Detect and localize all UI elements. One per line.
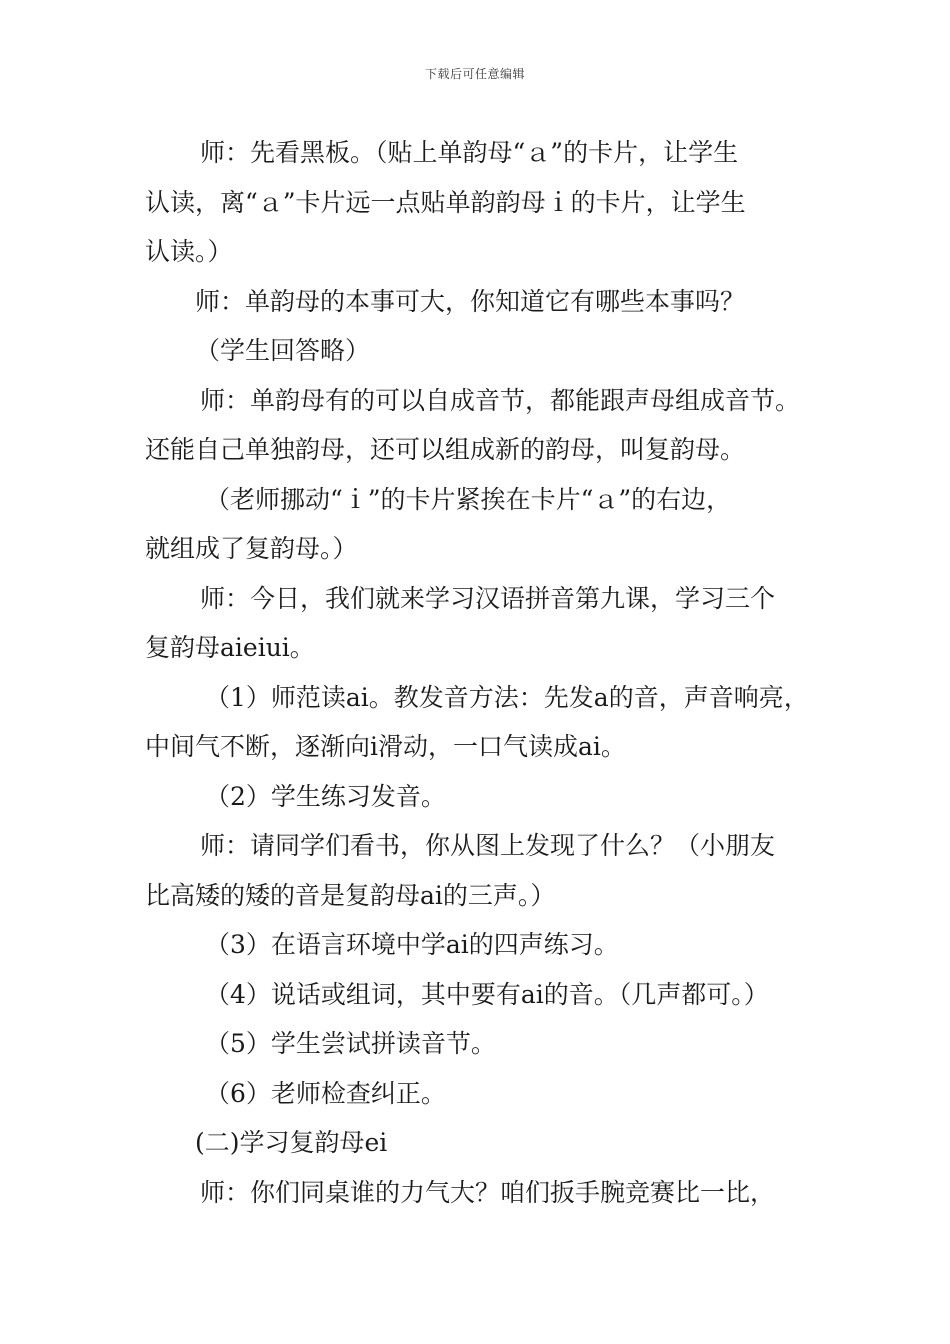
paragraph-line: 中间气不断，逐渐向i滑动，一口气读成ai。 (145, 732, 626, 761)
paragraph-line: （老师挪动“ｉ”的卡片紧挨在卡片“ａ”的右边， (205, 484, 732, 514)
paragraph-line: 师：单韵母有的可以自成音节，都能跟声母组成音节。 (200, 385, 801, 415)
paragraph-line: 复韵母aieiui。 (145, 633, 315, 662)
paragraph-line: （1）师范读ai。教发音方法：先发a的音，声音响亮， (205, 682, 809, 712)
paragraph-line: 认读。） (145, 237, 233, 266)
paragraph-line: 比高矮的矮的音是复韵母ai的三声。） (145, 880, 556, 910)
paragraph-line: 师：单韵母的本事可大，你知道它有哪些本事吗？ (195, 286, 746, 316)
paragraph-line: （5）学生尝试拼读音节。 (205, 1029, 496, 1058)
paragraph-line: 还能自己单独韵母，还可以组成新的韵母，叫复韵母。 (145, 435, 746, 464)
paragraph-line: （6）老师检查纠正。 (205, 1078, 446, 1108)
paragraph-line: （学生回答略） (195, 336, 371, 365)
paragraph-line: 师：请同学们看书，你从图上发现了什么？（小朋友 (200, 831, 776, 860)
paragraph-line: 就组成了复韵母。） (145, 534, 358, 563)
document-body (145, 128, 825, 1217)
paragraph-line: 师：先看黑板。（贴上单韵母“ａ”的卡片，让学生 (200, 138, 739, 167)
paragraph-line: 师：你们同桌谁的力气大？咱们扳手腕竞赛比一比， (200, 1177, 776, 1207)
paragraph-line: 认读，离“ａ”卡片远一点贴单韵韵母ｉ的卡片，让学生 (145, 187, 746, 217)
page-header: 下载后可任意编辑 (424, 67, 525, 81)
paragraph-line: （2）学生练习发音。 (205, 781, 446, 811)
paragraph-line: 师：今日，我们就来学习汉语拼音第九课，学习三个 (200, 583, 776, 613)
paragraph-line: （4）说话或组词，其中要有ai的音。（几声都可。） (205, 979, 769, 1009)
paragraph-line: （3）在语言环境中学ai的四声练习。 (205, 930, 619, 959)
section-heading: (二)学习复韵母ei (195, 1128, 388, 1157)
